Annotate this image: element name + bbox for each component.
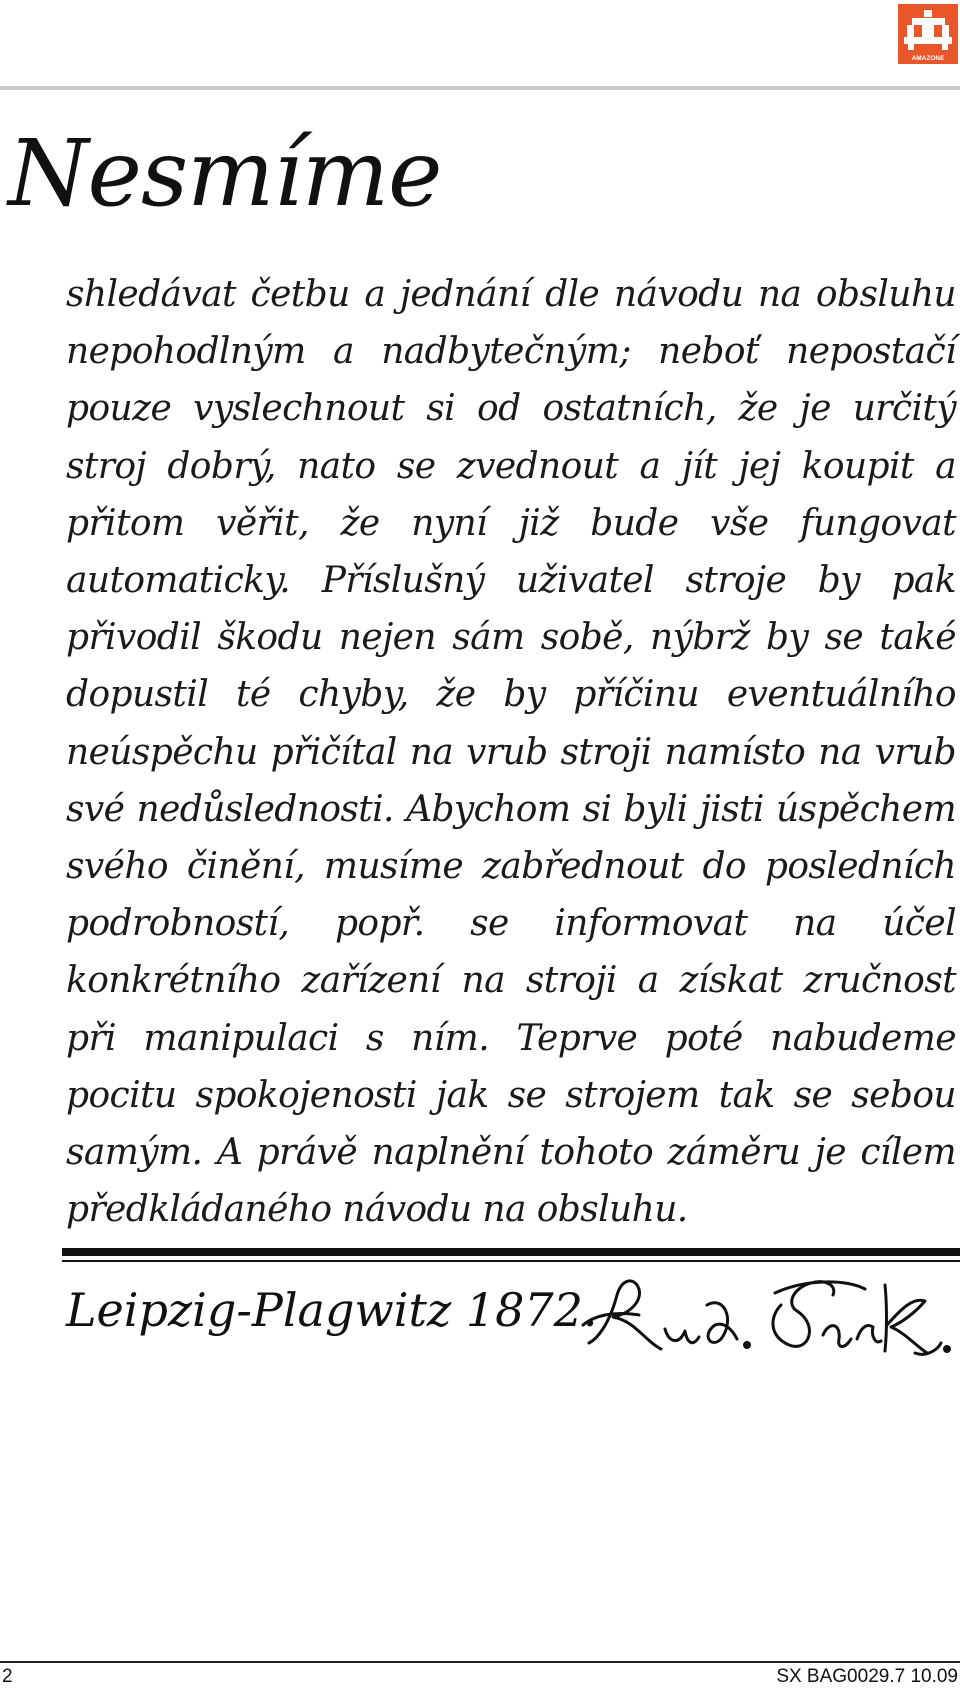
page-title: Nesmíme bbox=[8, 120, 442, 227]
document-code: SX BAG0029.7 10.09 bbox=[776, 1666, 958, 1687]
logo-text: AMAZONE bbox=[911, 55, 945, 62]
amazone-logo bbox=[898, 4, 958, 64]
signature bbox=[575, 1265, 955, 1365]
page-number: 2 bbox=[2, 1666, 13, 1687]
logo-icon bbox=[898, 4, 958, 64]
body-paragraph: shledávat četbu a jednání dle návodu na obsluhu nepohodlným a nadbytečným; neboť nepostačí pouze vyslechnout si od ostatních, že je určitý stroj dobrý, nato se zvednout a jít jej koupit a přitom věřit, že nyní již bude vše fungovat automaticky. Příslušný uživatel stroje by pak přivodil škodu nejen sám sobě, nýbrž by se také dopustil té chyby, že by příčinu eventuálního neúspěchu přičítal na vrub stroji namísto na vrub své nedůslednosti. Abychom si byli jisti úspěchem svého činění, musíme zabřednout do posledních podrobností, popř. se informovat na účel konkrétního zařízení na stroji a získat zručnost při manipulaci s ním. Teprve poté nabudeme pocitu spokojenosti jak se strojem tak se sebou samým. A právě naplnění tohoto záměru je cílem předkládaného návodu na obsluhu. bbox=[66, 274, 956, 1231]
header-rule bbox=[0, 86, 960, 90]
section-divider bbox=[62, 1248, 960, 1262]
footer-rule bbox=[0, 1661, 960, 1663]
place-date: Leipzig-Plagwitz 1872. bbox=[66, 1283, 598, 1337]
